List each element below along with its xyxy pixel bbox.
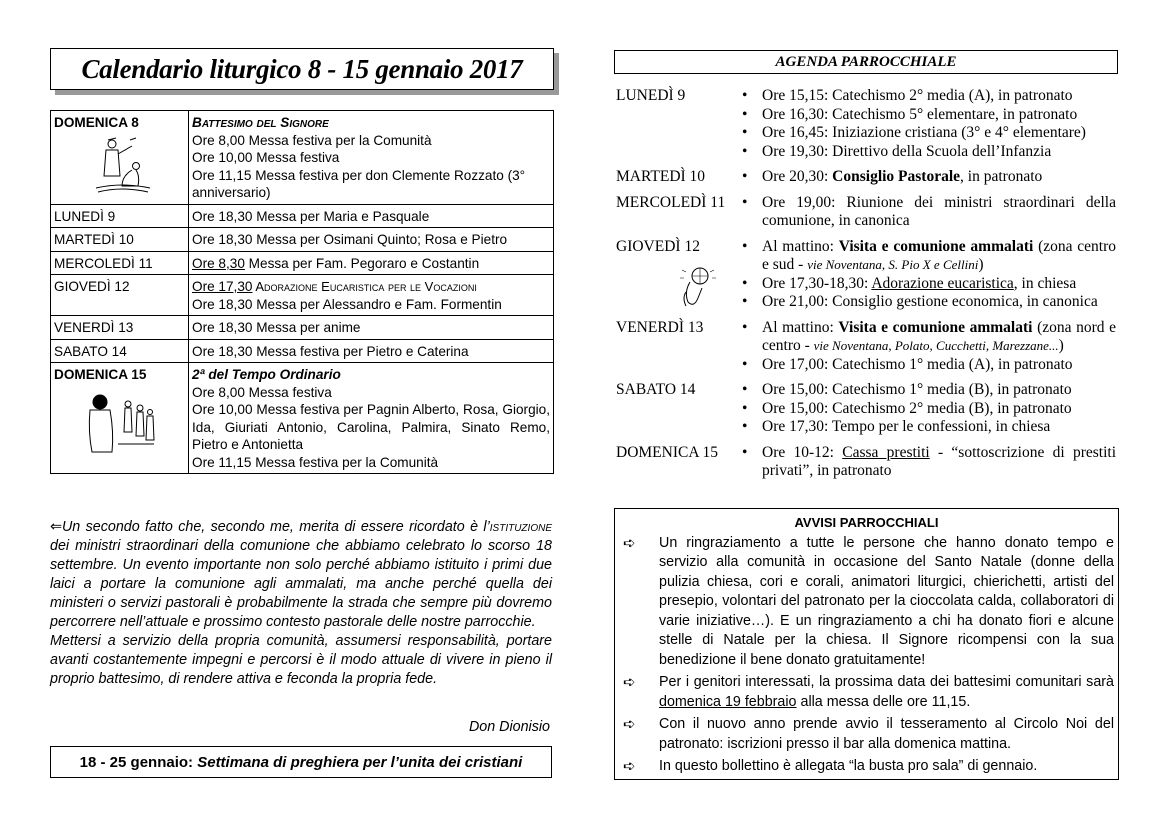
agenda-item: • Ore 20,30: Consiglio Pastorale, in patronato [736,168,1116,187]
parish-agenda [616,87,1116,488]
host-chalice-icon [676,262,720,310]
agenda-item: • Ore 17,00: Catechismo 1° media (A), in patronato [736,356,1116,375]
prayer-week-text: Settimana di preghiera per l’unita dei cristiani [197,753,523,771]
arrow-right-icon: ➪ [623,534,636,552]
agenda-day: GIOVEDÌ 12 [616,237,700,255]
prayer-week-dates: 18 - 25 gennaio: [79,753,194,771]
agenda-day: MERCOLEDÌ 11 [616,193,726,211]
jesus-disciples-illustration [84,388,156,456]
adoration-desc: Adorazione Eucaristica per le Vocazioni [252,279,477,294]
day-label: SABATO 14 [51,339,189,363]
mass-line: Ore 10,00 Messa festiva per Pagnin Alberto, Rosa, Giorgio, Ida, Giuriati Antonio, Carolina, Palmira, Sinato Remo, Pietro e Antonietta [192,402,550,452]
day-label: MARTEDÌ 10 [51,228,189,252]
table-row [51,339,554,363]
table-row [51,204,554,228]
events-cell [189,363,554,474]
agenda-item: • Ore 19,00: Riunione dei ministri straordinari della comunione, in canonica [736,194,1116,231]
agenda-day-row [616,168,1116,187]
liturgical-calendar-table [50,110,554,474]
agenda-day: SABATO 14 [616,381,696,398]
agenda-item: • Ore 10-12: Cassa prestiti - “sottoscrizione di prestiti privati”, in patronato [736,444,1116,481]
agenda-item: • Ore 17,30: Tempo per le confessioni, in chiesa [736,418,1116,437]
agenda-item: • Ore 17,30-18,30: Adorazione eucaristica, in chiesa [736,275,1116,294]
agenda-day-row [616,444,1116,481]
calendar-title: Calendario liturgico 8 - 15 gennaio 2017 [81,53,523,84]
pastoral-article [50,518,552,689]
notice-item: ➪ Un ringraziamento a tutte le persone che hanno donato tempo e servizio alla comunità in occasione del Santo Natale (donne della pulizia chiesa, cori e corali, animatori liturgici, chierichetti, artisti del presepio, volontari del patronato per la cioccolata calda, collaboratori di varie iniziative…). E un ringraziamento a chi ha donato fiori e alcune stelle di Natale per la chiesa. Il Signore ricompensi con la sua benedizione il bene donato gratuitamente! [623,534,1114,668]
table-row [51,363,554,474]
events-cell [189,275,554,316]
arrow-right-icon: ➪ [623,674,636,691]
arrow-right-icon: ➪ [623,716,636,733]
agenda-day-row [616,87,1116,161]
agenda-day-row [616,381,1116,437]
agenda-list [736,168,1116,187]
table-row [51,251,554,275]
agenda-day-row [616,319,1116,375]
agenda-list [736,319,1116,375]
events-cell [189,251,554,275]
feast-name: Battesimo del Signore [192,115,329,130]
prayer-week-box [50,746,552,778]
parish-notices-box [614,508,1119,780]
left-arrow-icon: ⇐ [50,519,62,535]
mass-line: Ore 18,30 Messa per Maria e Pasquale [189,204,554,228]
agenda-day-cell [616,238,736,312]
mass-line: Ore 18,30 Messa per Alessandro e Fam. Formentin [192,296,502,312]
agenda-item: • Ore 15,00: Catechismo 1° media (B), in patronato [736,381,1116,400]
agenda-day-row [616,194,1116,231]
agenda-day: MARTEDÌ 10 [616,168,706,185]
feast-name: 2ª del Tempo Ordinario [192,367,341,382]
mass-line: Ore 18,30 Messa per Osimani Quinto; Rosa e Pietro [189,228,554,252]
agenda-day-row [616,238,1116,312]
agenda-day: VENERDÌ 13 [616,318,704,336]
article-paragraph: ⇐Un secondo fatto che, secondo me, merita di essere ricordato è l’istituzione dei ministri straordinari della comunione che abbiamo celebrato lo scorso 18 settembre. Un evento importante non solo perché abbiamo istituito i primi due laici a portare la comunione agli ammalati, ma anche perché quella dei ministeri o servizi pastorali è probabilmente la strada che sempre più dovremo percorrere nell’attuale e prossimo contesto pastorale delle nostre parrocchie. [50,519,552,630]
agenda-list [736,238,1116,312]
agenda-list [736,194,1116,231]
adoration-time: Ore 17,30 [192,279,253,294]
mass-line: Ore 18,30 Messa festiva per Pietro e Caterina [189,339,554,363]
mass-line: Ore 8,00 Messa festiva [192,384,332,400]
article-paragraph: Mettersi a servizio della propria comunità, assumersi responsabilità, portare avanti costantemente impegni e percorsi è il modo attuale di vivere in pieno il proprio battesimo, di rendere attiva e feconda la propria fede. [50,633,552,687]
agenda-list [736,381,1116,437]
notices-title: AVVISI PARROCCHIALI [794,515,939,530]
day-label: DOMENICA 8 [54,115,139,130]
notice-item: ➪ Per i genitori interessati, la prossima data dei battesimi comunitari sarà domenica 19 febbraio alla messa delle ore 11,15. [623,674,1114,710]
agenda-item: • Ore 15,00: Catechismo 2° media (B), in patronato [736,400,1116,419]
agenda-day: LUNEDÌ 9 [616,87,686,104]
day-cell [51,111,189,205]
table-row [51,275,554,316]
table-row [51,111,554,205]
agenda-title: AGENDA PARROCCHIALE [614,50,1118,74]
day-label: DOMENICA 15 [54,367,147,382]
day-label: GIOVEDÌ 12 [51,275,189,316]
day-label: MERCOLEDÌ 11 [51,251,189,275]
agenda-item: • Ore 16,30: Catechismo 5° elementare, in patronato [736,106,1116,125]
agenda-item: • Ore 19,30: Direttivo della Scuola dell’Infanzia [736,143,1116,162]
table-row [51,228,554,252]
agenda-item: • Ore 16,45: Iniziazione cristiana (3° e 4° elementare) [736,124,1116,143]
agenda-list [736,87,1116,161]
calendar-title-box [50,48,554,90]
agenda-item: • Ore 21,00: Consiglio gestione economica, in canonica [736,293,1116,312]
notice-item: ➪ Con il nuovo anno prende avvio il tesseramento al Circolo Noi del patronato: iscrizioni presso il bar alla domenica mattina. [623,716,1114,752]
agenda-item: • Al mattino: Visita e comunione ammalati (zona nord e centro - vie Noventana, Polato, Cucchetti, Marezzane...) [736,319,1116,356]
article-signature: Don Dionisio [468,719,550,735]
mass-line: Ore 11,15 Messa festiva per la Comunità [192,454,439,470]
events-cell [189,111,554,205]
day-cell [51,363,189,474]
mass-desc: Messa per Fam. Pegoraro e Costantin [244,255,480,271]
agenda-list [736,444,1116,481]
day-label: VENERDÌ 13 [51,316,189,340]
mass-line: Ore 11,15 Messa festiva per don Clemente Rozzato (3° anniversario) [192,167,526,200]
mass-line: Ore 10,00 Messa festiva [192,150,340,165]
mass-line: Ore 8,00 Messa festiva per la Comunità [192,132,432,148]
agenda-item: • Al mattino: Visita e comunione ammalati (zona centro e sud - vie Noventana, S. Pio X e Cellini) [736,238,1116,275]
baptism-illustration [92,136,154,194]
agenda-item: • Ore 15,15: Catechismo 2° media (A), in patronato [736,87,1116,106]
mass-line: Ore 18,30 Messa per anime [189,316,554,340]
notice-item: ➪ In questo bollettino è allegata “la busta pro sala” di gennaio. [623,758,1038,775]
arrow-right-icon: ➪ [623,758,636,775]
day-label: LUNEDÌ 9 [51,204,189,228]
table-row [51,316,554,340]
mass-time: Ore 8,30 [192,255,245,271]
agenda-day: DOMENICA 15 [616,443,719,461]
